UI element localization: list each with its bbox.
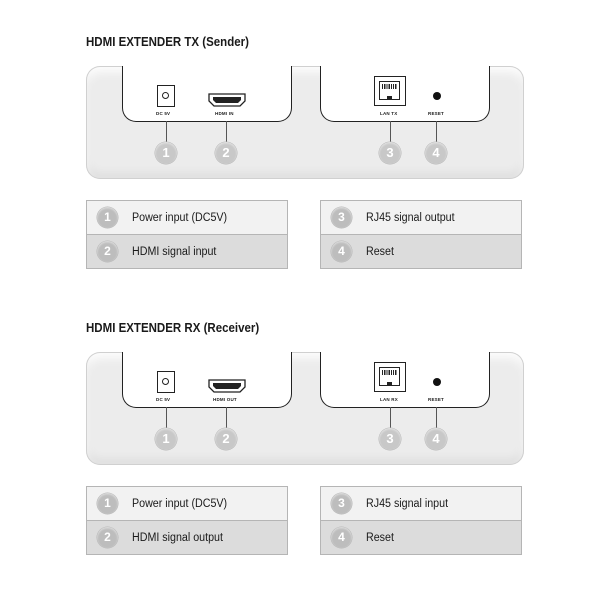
tx-left-panel bbox=[122, 66, 292, 122]
legend-row bbox=[87, 520, 287, 554]
legend-text: RJ45 signal input bbox=[366, 497, 449, 510]
tx-hdmi-label: HDMI IN bbox=[215, 111, 234, 116]
legend-text: Reset bbox=[366, 245, 394, 258]
legend-number: 2 bbox=[97, 527, 118, 548]
rx-device-diagram bbox=[86, 352, 524, 465]
legend-number: 1 bbox=[97, 207, 118, 228]
dc-jack-icon bbox=[157, 85, 175, 107]
legend-row bbox=[321, 520, 521, 554]
legend-text: Reset bbox=[366, 531, 394, 544]
legend-number: 3 bbox=[331, 493, 352, 514]
callout-1: 1 bbox=[155, 428, 177, 450]
legend-row bbox=[87, 234, 287, 268]
legend-row bbox=[321, 234, 521, 268]
tx-title: HDMI EXTENDER TX (Sender) bbox=[86, 35, 249, 49]
rj45-port-icon bbox=[374, 362, 406, 392]
tx-reset-label: RESET bbox=[428, 111, 445, 116]
tx-legend-right bbox=[320, 200, 522, 269]
legend-number: 4 bbox=[331, 241, 352, 262]
legend-row bbox=[87, 201, 287, 234]
callout-3: 3 bbox=[379, 428, 401, 450]
callout-2: 2 bbox=[215, 428, 237, 450]
legend-text: Power input (DC5V) bbox=[132, 497, 228, 510]
legend-number: 4 bbox=[331, 527, 352, 548]
callout-4: 4 bbox=[425, 142, 447, 164]
tx-right-panel bbox=[320, 66, 490, 122]
callout-2: 2 bbox=[215, 142, 237, 164]
legend-text: HDMI signal output bbox=[132, 531, 223, 544]
reset-button-icon bbox=[433, 378, 441, 386]
rx-left-panel bbox=[122, 352, 292, 408]
rx-hdmi-label: HDMI OUT bbox=[213, 397, 237, 402]
reset-button-icon bbox=[433, 92, 441, 100]
rj45-port-icon bbox=[374, 76, 406, 106]
rx-lan-label: LAN RX bbox=[380, 397, 398, 402]
rx-title: HDMI EXTENDER RX (Receiver) bbox=[86, 321, 260, 335]
callout-3: 3 bbox=[379, 142, 401, 164]
tx-lan-label: LAN TX bbox=[380, 111, 398, 116]
legend-text: HDMI signal input bbox=[132, 245, 217, 258]
legend-number: 2 bbox=[97, 241, 118, 262]
rx-reset-label: RESET bbox=[428, 397, 445, 402]
callout-1: 1 bbox=[155, 142, 177, 164]
legend-number: 1 bbox=[97, 493, 118, 514]
dc-jack-icon bbox=[157, 371, 175, 393]
rx-dc-label: DC 5V bbox=[156, 397, 171, 402]
tx-dc-label: DC 5V bbox=[156, 111, 171, 116]
tx-device-diagram bbox=[86, 66, 524, 179]
legend-number: 3 bbox=[331, 207, 352, 228]
legend-row bbox=[321, 487, 521, 520]
hdmi-port-icon bbox=[208, 379, 246, 393]
callout-4: 4 bbox=[425, 428, 447, 450]
legend-text: RJ45 signal output bbox=[366, 211, 455, 224]
tx-legend-left bbox=[86, 200, 288, 269]
rx-legend-right bbox=[320, 486, 522, 555]
legend-row bbox=[87, 487, 287, 520]
rx-right-panel bbox=[320, 352, 490, 408]
rx-legend-left bbox=[86, 486, 288, 555]
legend-row bbox=[321, 201, 521, 234]
hdmi-port-icon bbox=[208, 93, 246, 107]
legend-text: Power input (DC5V) bbox=[132, 211, 228, 224]
